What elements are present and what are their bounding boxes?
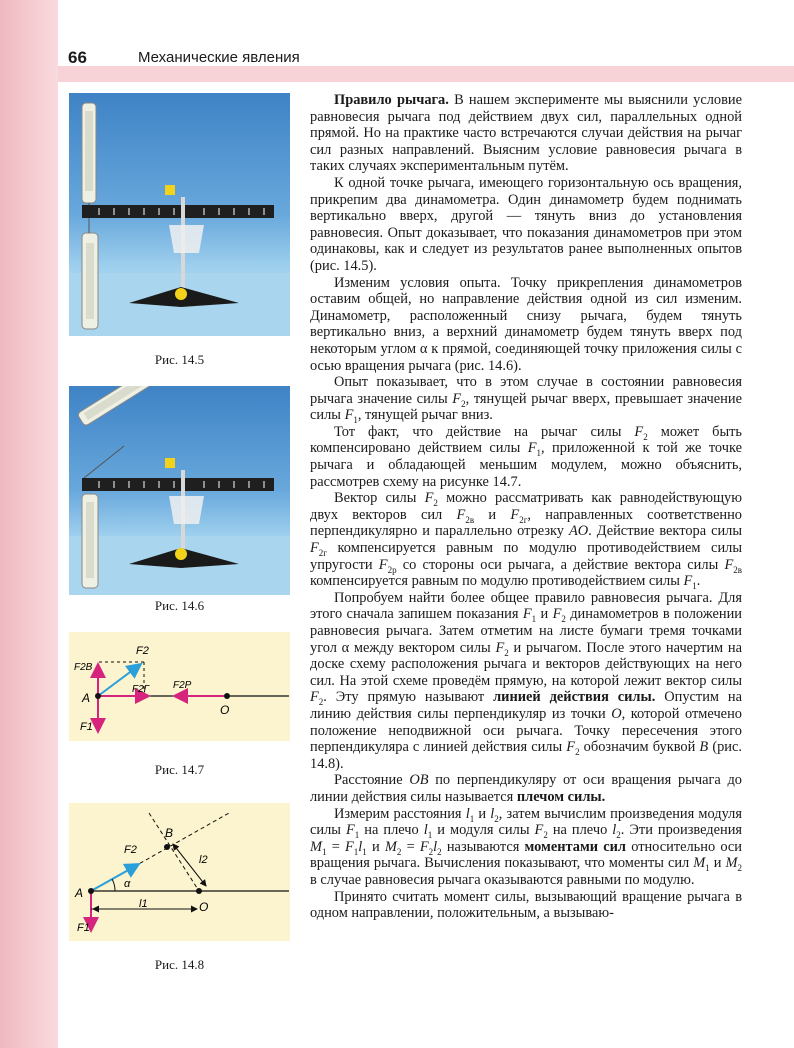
paragraph: Тот факт, что действие на рычаг силы $F_2$ может быть компенсировано действием силы $F_1$, приложенной к той же точке рычага и обладающей меньшим модулем, можно объяснить, рассмотрев схему на рисунке 14.7. (310, 423, 743, 490)
figure-14-8-caption: Рис. 14.8 (154, 957, 205, 972)
paragraph: Опыт показывает, что в этом случае в состоянии равновесия рычага значение силы $F_2$, тянущей рычаг вверх, превышает значение силы $F_1$, тянущей рычаг вниз. (310, 374, 742, 426)
label-f1: F1 (80, 721, 93, 733)
running-title: Механические явления (138, 49, 300, 66)
section-heading: Правило рычага. (334, 92, 449, 108)
paragraph: Принято считать момент силы, вызывающий вращение рычага в одном направлении, положительным, а вызываю- (310, 888, 742, 922)
label-alpha: α (124, 878, 131, 890)
paragraph: Измерим расстояния $l_1$ и $l_2$, затем вычислим произведения модуля силы $F_1$ на плечо $l_1$ и модуля силы $F_2$ на плечо $l_2$. Эти произведения $M_1 = F_1l_1$ и $M_2 = F_2l_2$ называются моментами сил относительно оси вращения рычага. Вычисления показывают, что моменты сил $M_1$ и $M_2$ в случае равновесия рычага оказываются равными по модулю. (310, 805, 743, 888)
paragraph: Правило рычага. В нашем эксперименте мы выяснили условие равновесия рычага под действием двух сил, параллельных одной прямой. Но на практике часто встречаются случаи действия на рычаг сил разных направлений. Выясним условие равновесия рычага в таких случаях экспериментальным путём. (310, 92, 742, 175)
label-a: A (82, 691, 91, 705)
label-a: A (75, 886, 84, 900)
label-f2: F2 (136, 645, 149, 657)
paragraph: Изменим условия опыта. Точку прикрепления динамометров оставим общей, но направление действия одной из сил изменим. Динамометр, расположенный снизу рычага, будем тянуть вертикально вниз, а верхний динамометр будем тянуть вверх под некоторым углом α к прямой, соединяющей точку приложения силы с осью вращения рычага (рис. 14.6). (310, 274, 742, 374)
label-f2p: F2Р (173, 680, 192, 691)
figure-14-6-photo (69, 386, 290, 595)
label-l1: l1 (139, 898, 148, 910)
page-number: 66 (68, 48, 87, 67)
figure-14-8-diagram (69, 803, 290, 941)
figure-14-7-caption: Рис. 14.7 (154, 762, 205, 777)
label-f2g: F2Г (132, 684, 150, 695)
figure-14-5-caption: Рис. 14.5 (154, 352, 205, 367)
label-f2: F2 (124, 844, 137, 856)
figure-14-6-caption: Рис. 14.6 (154, 598, 205, 613)
paragraph: Вектор силы $F_2$ можно рассматривать как равнодействующую двух векторов сил $F_{2в}$ и $F_{2г}$, направленных соответственно перпендикулярно и параллельно отрезку AO. Действие вектора силы $F_{2г}$ компенсируется равным по модулю противодействием силы упругости $F_{2р}$ со стороны оси рычага, а действие вектора силы $F_{2в}$ компенсируется равным по модулю противодействием силы $F_1$. (310, 490, 743, 592)
header-bar (58, 66, 794, 82)
decorative-side-strip (0, 0, 58, 1048)
label-f1: F1 (77, 922, 90, 934)
main-text-column (310, 92, 742, 922)
label-l2: l2 (199, 854, 208, 866)
label-o: O (199, 900, 209, 914)
figure-14-7-diagram (69, 632, 290, 741)
label-f2v: F2В (74, 662, 93, 673)
paragraph: К одной точке рычага, имеющего горизонтальную ось вращения, прикрепим два динамометра. Один динамометр будем поднимать вертикально вверх, другой — тянуть вниз до установления равновесия. Опыт доказывает, что показания динамометров при этом одинаковы, как и следует из результатов ранее выполненных опытов (рис. 14.5). (310, 174, 742, 274)
label-b: B (165, 826, 174, 840)
paragraph: Расстояние OB по перпендикуляру от оси вращения рычага до линии действия силы называется плечом силы. (310, 772, 742, 805)
figure-14-5-photo (69, 93, 290, 336)
paragraph: Попробуем найти более общее правило равновесия рычага. Для этого сначала запишем показания $F_1$ и $F_2$ динамометров в положении равновесия рычага. Затем отметим на листе бумаги тремя точками угол α между вектором силы $F_2$ и рычагом. После этого начертим на доске схему расположения рычага и векторов действующих на него сил. На этой схеме проведём прямую, на которой лежит вектор силы $F_2$. Эту прямую называют линией действия силы. Опустим на линию действия силы перпендикуляр из точки O, которой отмечено положение неподвижной оси рычага. Точку пересечения этого перпендикуляра с линией действия силы $F_2$ обозначим буквой B (рис. 14.8). (310, 589, 742, 772)
label-o: O (220, 703, 230, 717)
